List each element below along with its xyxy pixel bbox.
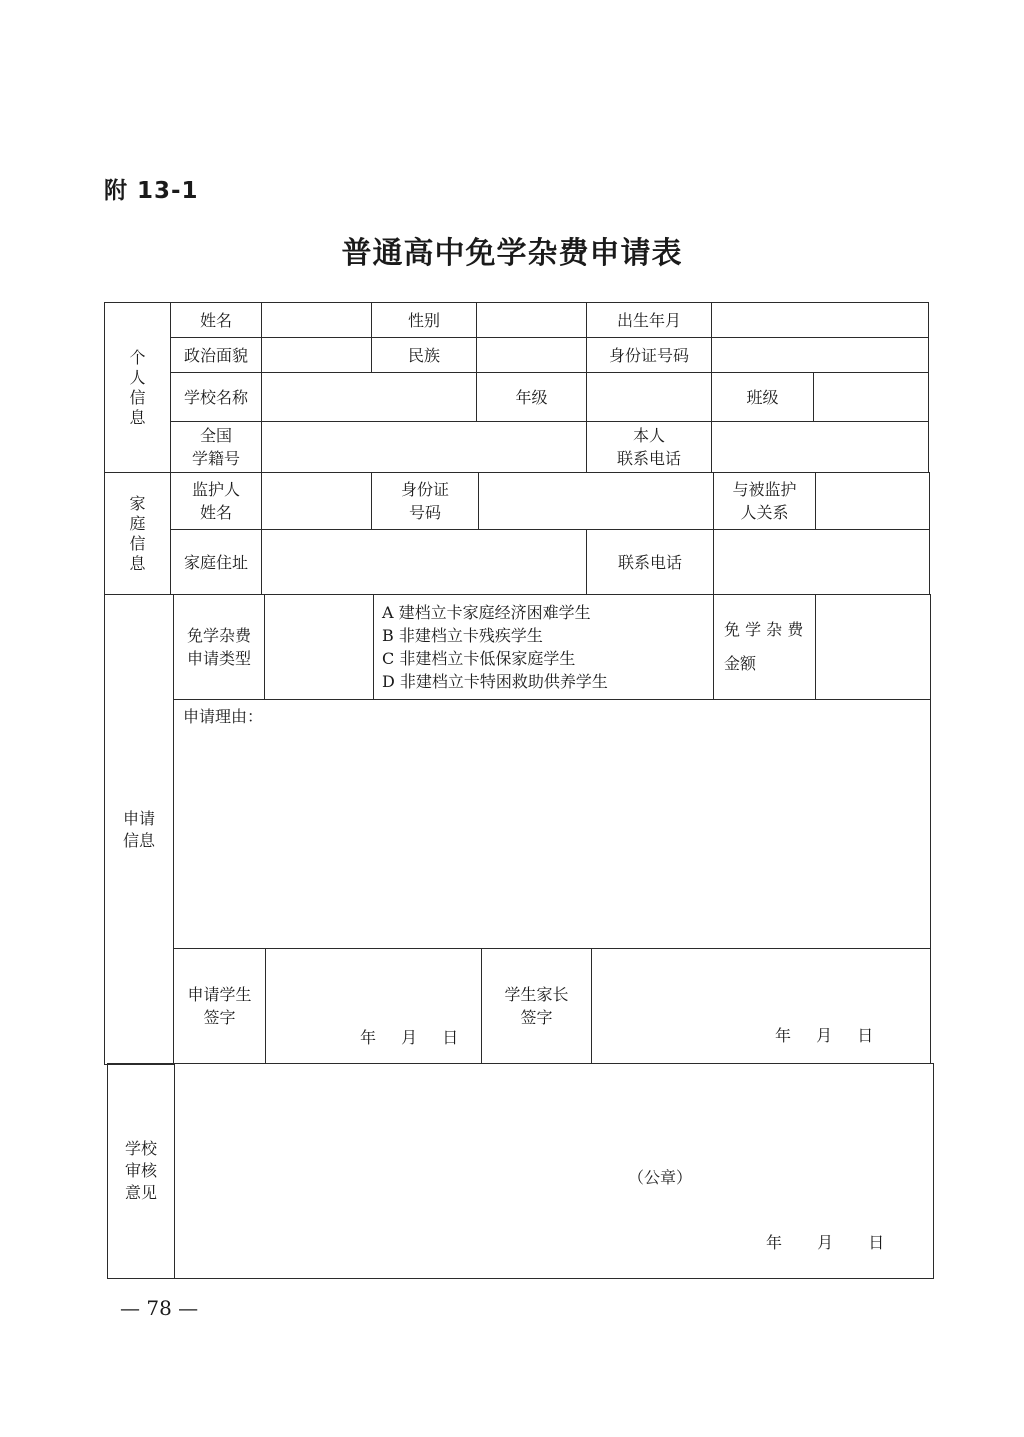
address-label: 家庭住址 [170,529,262,595]
parent-sign-field[interactable] [591,948,931,1064]
student-no-label [170,421,262,473]
amount-label-text: 免 学 杂 费 金额 [724,620,804,673]
grade-field[interactable] [586,372,712,422]
relation-field[interactable] [815,472,930,530]
guardian-id-label [371,472,479,530]
address-field[interactable] [261,529,587,595]
year-text: 年 [360,1028,379,1047]
birth-label: 出生年月 [586,302,712,338]
ethnicity-field[interactable] [476,337,587,373]
reason-field[interactable] [173,699,931,949]
class-label: 班级 [711,372,814,422]
guardian-field[interactable] [261,472,372,530]
amount-label [713,594,816,700]
id-label: 身份证号码 [586,337,712,373]
type-option-a[interactable]: A 建档立卡家庭经济困难学生 [382,603,591,622]
type-label [173,594,265,700]
ethnicity-label: 民族 [371,337,477,373]
month-text: 月 [816,1026,835,1045]
student-sign-label-text: 申请学生 签字 [187,985,252,1027]
type-label-text: 免学杂费 申请类型 [186,626,251,668]
parent-sign-date [767,1023,883,1046]
official-seal-text: （公章） [628,1168,693,1187]
review-date [758,1230,894,1253]
relation-label [713,472,816,530]
political-field[interactable] [261,337,372,373]
day-text: 日 [868,1233,887,1252]
attachment-number: 附 13-1 [104,178,199,204]
section-school-review-label: 学校审核意见 [124,1139,157,1202]
reason-label: 申请理由： [183,707,264,726]
type-field[interactable] [264,594,374,700]
family-phone-label: 联系电话 [586,529,714,595]
id-field[interactable] [711,337,929,373]
page-number: — 78 — [120,1296,199,1320]
amount-field[interactable] [815,594,931,700]
name-label: 姓名 [170,302,262,338]
guardian-id-label-text: 身份证 号码 [400,480,449,522]
section-family-label: 家庭信息 [129,493,146,573]
political-label: 政治面貌 [170,337,262,373]
type-option-d[interactable]: D 非建档立卡特困救助供养学生 [382,672,608,691]
section-family [104,472,171,595]
month-text: 月 [817,1233,836,1252]
gender-label: 性别 [371,302,477,338]
birth-field[interactable] [711,302,929,338]
form-title: 普通高中免学杂费申请表 [341,236,683,271]
section-personal [104,302,171,473]
parent-sign-label-text: 学生家长 签字 [504,985,569,1027]
year-text: 年 [766,1233,785,1252]
parent-sign-label [481,948,592,1064]
student-no-label-text: 全国 学籍号 [191,426,240,468]
month-text: 月 [401,1028,420,1047]
student-sign-label [173,948,266,1064]
name-field[interactable] [261,302,372,338]
type-options [373,594,714,700]
section-school-review [107,1063,175,1279]
guardian-label [170,472,262,530]
relation-label-text: 与被监护 人关系 [732,480,797,522]
school-field[interactable] [261,372,477,422]
family-phone-field[interactable] [713,529,930,595]
day-text: 日 [857,1026,876,1045]
phone-label-text: 本人 联系电话 [616,426,681,468]
phone-field[interactable] [711,421,929,473]
section-application [104,594,174,1065]
section-application-label: 申请信息 [122,808,155,850]
student-no-field[interactable] [261,421,587,473]
gender-field[interactable] [476,302,587,338]
day-text: 日 [442,1028,461,1047]
class-field[interactable] [813,372,929,422]
section-personal-label: 个人信息 [129,347,146,427]
type-option-c[interactable]: C 非建档立卡低保家庭学生 [382,649,576,668]
grade-label: 年级 [476,372,587,422]
type-option-b[interactable]: B 非建档立卡残疾学生 [382,626,543,645]
school-label: 学校名称 [170,372,262,422]
student-sign-date [352,1025,468,1048]
guardian-id-field[interactable] [478,472,714,530]
year-text: 年 [775,1026,794,1045]
guardian-label-text: 监护人 姓名 [191,480,240,522]
phone-label [586,421,712,473]
